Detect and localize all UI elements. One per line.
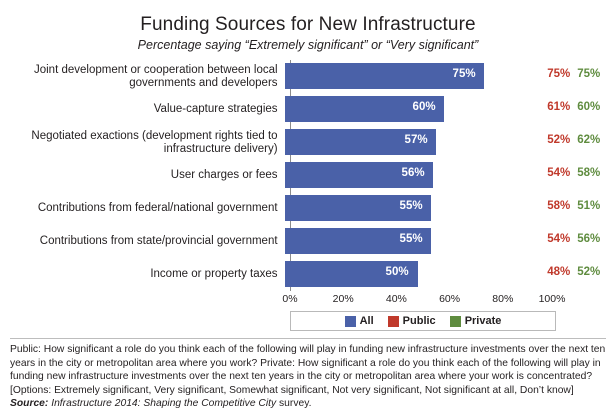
table-row xyxy=(10,258,606,291)
category-label xyxy=(10,235,285,248)
category-label xyxy=(10,268,285,281)
table-row xyxy=(10,159,606,192)
x-axis-tick-100: 100% xyxy=(538,293,566,305)
value-private: 60% xyxy=(577,101,601,113)
side-values xyxy=(545,126,606,159)
category-label-line1: Negotiated exactions (development rights tied to infrastructure delivery) xyxy=(31,129,278,155)
bar-value-all: 55% xyxy=(399,233,423,245)
value-public: 58% xyxy=(547,200,571,212)
category-label-line1: User charges or fees xyxy=(170,169,278,181)
value-private: 52% xyxy=(577,266,601,278)
x-axis-tick-80: 80% xyxy=(492,293,514,305)
x-axis xyxy=(282,291,566,309)
bar-value-all: 57% xyxy=(404,134,428,146)
bar-value-all: 55% xyxy=(399,200,423,212)
legend-swatch-public-icon xyxy=(388,316,399,327)
value-private: 58% xyxy=(577,167,601,179)
source-suffix: survey. xyxy=(276,398,312,410)
category-label-line1: Value-capture strategies xyxy=(153,103,278,115)
category-label-line1: Contributions from state/provincial government xyxy=(39,235,278,247)
category-label-line1: Income or property taxes xyxy=(150,268,278,280)
table-row xyxy=(10,192,606,225)
x-axis-tick-60: 60% xyxy=(439,293,461,305)
category-label xyxy=(10,169,285,182)
category-label xyxy=(10,202,285,215)
bar-cell xyxy=(285,60,546,93)
x-axis-tick-40: 40% xyxy=(385,293,407,305)
value-public: 52% xyxy=(547,134,571,146)
category-label xyxy=(10,64,285,90)
footnote-line-2: years in the city or metropolitan area where you work? Private: How significant a role do you think each of the following will play in xyxy=(10,357,601,369)
bar-cell xyxy=(285,159,546,192)
x-axis-tick-20: 20% xyxy=(332,293,354,305)
value-public: 61% xyxy=(547,101,571,113)
bar-value-all: 50% xyxy=(385,266,409,278)
value-public: 54% xyxy=(547,233,571,245)
value-public: 54% xyxy=(547,167,571,179)
bar-cell xyxy=(285,93,546,126)
source-note xyxy=(10,398,606,411)
legend-item-private xyxy=(450,315,502,327)
table-row xyxy=(10,93,606,126)
chart-subtitle: Percentage saying “Extremely significant” or “Very significant” xyxy=(137,38,479,52)
side-values xyxy=(545,192,606,225)
category-label-line2: governments and developers xyxy=(129,76,278,89)
category-label xyxy=(10,103,285,116)
bar-cell xyxy=(285,192,546,225)
category-label-line1: Contributions from federal/national government xyxy=(37,202,278,214)
footnotes xyxy=(10,338,606,411)
bar-cell xyxy=(285,126,546,159)
table-row xyxy=(10,60,606,93)
side-values xyxy=(545,60,606,93)
table-row xyxy=(10,126,606,159)
legend-swatch-private-icon xyxy=(450,316,461,327)
source-title: Infrastructure 2014: Shaping the Competitive City xyxy=(51,398,277,410)
value-private: 56% xyxy=(577,233,601,245)
side-values xyxy=(545,159,606,192)
legend-item-all xyxy=(345,315,374,327)
bar-value-all: 75% xyxy=(452,68,476,80)
legend-swatch-all-icon xyxy=(345,316,356,327)
footnote-line-1: Public: How significant a role do you think each of the following will play in funding new infrastructure investments over the next ten xyxy=(10,344,606,355)
x-axis-tick-0: 0% xyxy=(282,293,298,305)
value-private: 62% xyxy=(577,134,601,146)
category-label xyxy=(10,130,285,156)
category-label-line1: Joint development or cooperation between local xyxy=(33,63,278,76)
chart-title: Funding Sources for New Infrastructure xyxy=(140,14,476,35)
legend-label-all: All xyxy=(359,315,374,327)
legend-label-public: Public xyxy=(402,315,436,327)
source-prefix: Source: xyxy=(10,398,49,410)
footnote-line-4: [Options: Extremely significant, Very significant, Somewhat significant, Not very significant, Not significant at all, Don’t know] xyxy=(10,384,574,396)
table-row xyxy=(10,225,606,258)
legend-label-private: Private xyxy=(464,315,502,327)
value-private: 51% xyxy=(577,200,601,212)
bar-rows xyxy=(10,60,606,291)
legend xyxy=(290,311,556,331)
bar-value-all: 60% xyxy=(412,101,436,113)
footnote-line-3: funding new infrastructure investments over the next ten years in the city or metropolitan area where your work is concentrated? xyxy=(10,371,593,383)
side-values xyxy=(545,225,606,258)
bar-value-all: 56% xyxy=(401,167,425,179)
legend-item-public xyxy=(388,315,436,327)
value-public: 75% xyxy=(547,68,571,80)
bar-cell xyxy=(285,258,546,291)
value-public: 48% xyxy=(547,266,571,278)
bar-cell xyxy=(285,225,546,258)
side-values xyxy=(545,258,606,291)
value-private: 75% xyxy=(577,68,601,80)
side-values xyxy=(545,93,606,126)
plot-area xyxy=(10,60,606,331)
